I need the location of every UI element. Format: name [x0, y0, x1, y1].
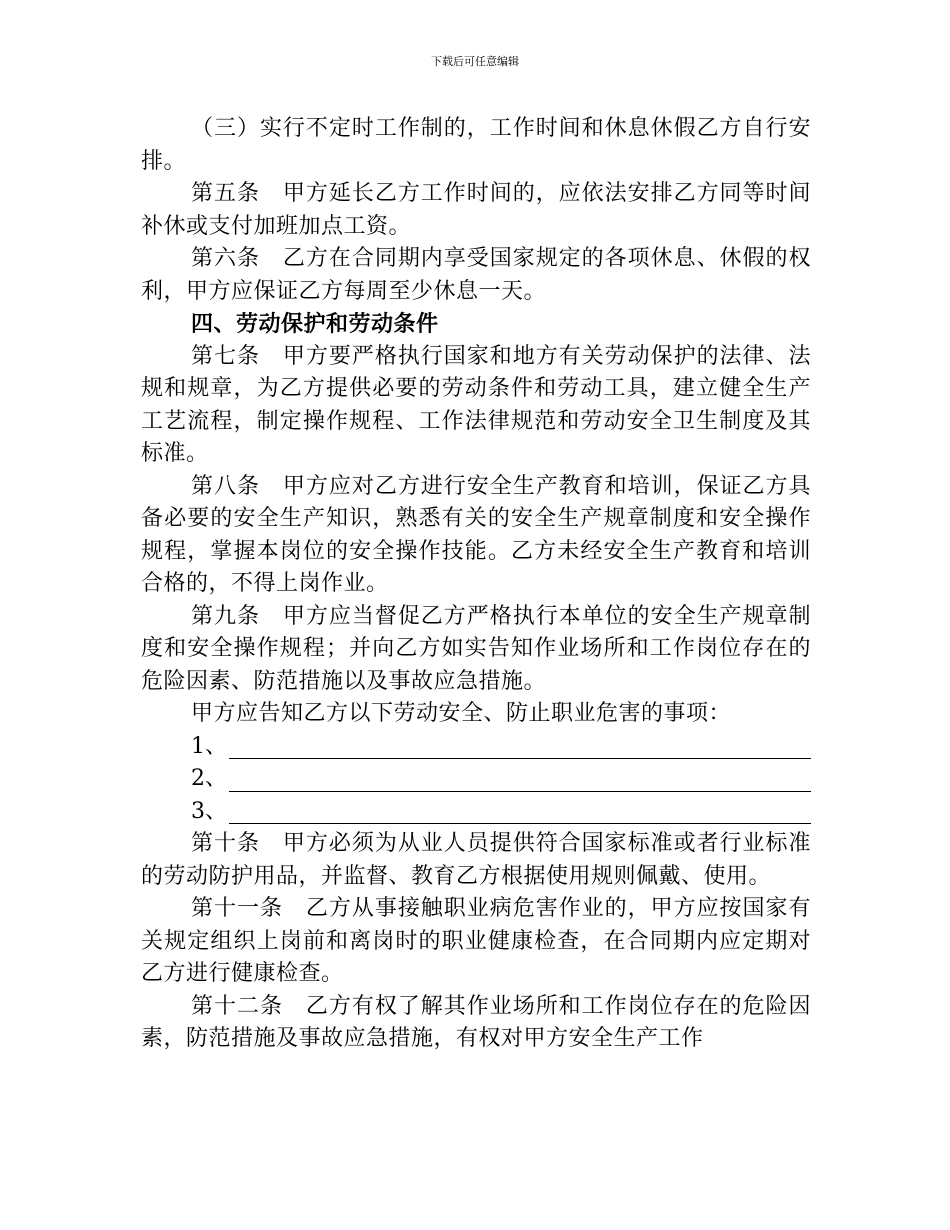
paragraph-safety-notice: 甲方应告知乙方以下劳动安全、防止职业危害的事项：: [191, 701, 732, 726]
paragraph-article-7: 第七条 甲方要严格执行国家和地方有关劳动保护的法律、法规和规章，为乙方提供必要的劳动条件和劳动工具，建立健全生产工艺流程，制定操作规程、工作法律规范和劳动安全卫生制度及其标准。: [141, 343, 811, 466]
document-body: [141, 113, 811, 1056]
section-heading-labor-protection: 四、劳动保护和劳动条件: [191, 311, 439, 337]
page-header: 下载后可任意编辑: [431, 55, 519, 68]
blank-item-number: 2、: [191, 766, 227, 791]
blank-fill-line[interactable]: [229, 771, 811, 792]
blank-fill-line[interactable]: [229, 738, 811, 759]
paragraph-article-11: 第十一条 乙方从事接触职业病危害作业的，甲方应按国家有关规定组织上岗前和离岗时的职业健康检查，在合同期内应定期对乙方进行健康检查。: [141, 896, 811, 986]
blank-item-number: 3、: [191, 798, 227, 824]
blank-item-number: 1、: [191, 733, 227, 759]
blank-fill-line[interactable]: [229, 803, 811, 824]
paragraph-flexible-hours: （三）实行不定时工作制的，工作时间和休息休假乙方自行安排。: [141, 116, 811, 174]
paragraph-article-10: 第十条 甲方必须为从业人员提供符合国家标准或者行业标准的劳动防护用品，并监督、教育乙方根据使用规则佩戴、使用。: [141, 831, 811, 889]
paragraph-article-6: 第六条 乙方在合同期内享受国家规定的各项休息、休假的权利，甲方应保证乙方每周至少休息一天。: [141, 246, 811, 304]
paragraph-article-12: 第十二条 乙方有权了解其作业场所和工作岗位存在的危险因素，防范措施及事故应急措施，有权对甲方安全生产工作: [141, 993, 811, 1051]
paragraph-article-5: 第五条 甲方延长乙方工作时间的，应依法安排乙方同等时间补休或支付加班加点工资。: [141, 181, 811, 239]
blank-item-2: [191, 763, 811, 796]
blank-item-3: [191, 796, 811, 829]
blank-item-1: [191, 731, 811, 764]
paragraph-article-9: 第九条 甲方应当督促乙方严格执行本单位的安全生产规章制度和安全操作规程；并向乙方如实告知作业场所和工作岗位存在的危险因素、防范措施以及事故应急措施。: [141, 603, 811, 694]
paragraph-article-8: 第八条 甲方应对乙方进行安全生产教育和培训，保证乙方具备必要的安全生产知识，熟悉有关的安全生产规章制度和安全操作规程，掌握本岗位的安全操作技能。乙方未经安全生产教育和培训合格的，不得上岗作业。: [141, 473, 811, 596]
